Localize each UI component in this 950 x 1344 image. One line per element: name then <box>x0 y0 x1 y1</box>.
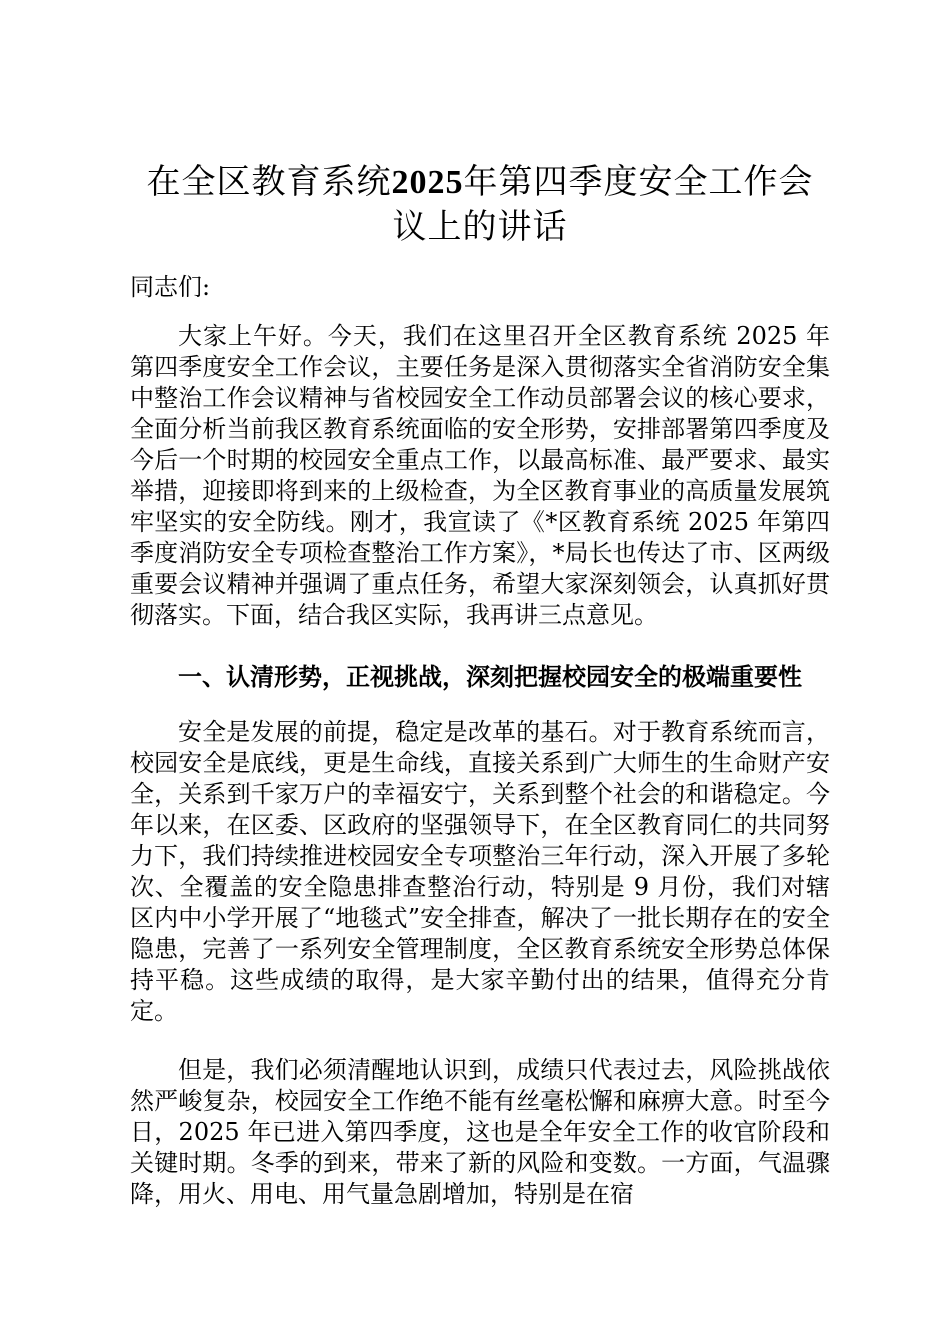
paragraph-section1-b: 但是，我们必须清醒地认识到，成绩只代表过去，风险挑战依然严峻复杂，校园安全工作绝不能有丝毫松懈和麻痹大意。时至今日，2025 年已进入第四季度，这也是全年安全工作的收官阶段和关键时期。冬季的到来，带来了新的风险和变数。一方面，气温骤降，用火、用电、用气量急剧增加，特别是在宿 <box>130 1056 830 1208</box>
title-part1: 在全区教育系统 <box>146 162 392 202</box>
paragraph-opening: 大家上午好。今天，我们在这里召开全区教育系统 2025 年第四季度安全工作会议，主要任务是深入贯彻落实全省消防安全集中整治工作会议精神与省校园安全工作动员部署会议的核心要求，全面分析当前我区教育系统面临的安全形势，安排部署第四季度及今后一个时期的校园安全重点工作，以最高标准、最严要求、最实举措，迎接即将到来的上级检查，为全区教育事业的高质量发展筑牢坚实的安全防线。刚才，我宣读了《*区教育系统 2025 年第四季度消防安全专项检查整治工作方案》，*局长也传达了市、区两级重要会议精神并强调了重点任务，希望大家深刻领会，认真抓好贯彻落实。下面，结合我区实际，我再讲三点意见。 <box>130 322 830 629</box>
title-year: 2025 <box>391 164 464 201</box>
section-heading-1: 一、认清形势，正视挑战，深刻把握校园安全的极端重要性 <box>178 663 802 691</box>
salutation: 同志们: <box>130 273 211 301</box>
paragraph-section1-a: 安全是发展的前提，稳定是改革的基石。对于教育系统而言，校园安全是底线，更是生命线，直接关系到广大师生的生命财产安全，关系到千家万户的幸福安宁，关系到整个社会的和谐稳定。今年以来，在区委、区政府的坚强领导下，在全区教育同仁的共同努力下，我们持续推进校园安全专项整治三年行动，深入开展了多轮次、全覆盖的安全隐患排查整治行动，特别是 9 月份，我们对辖区内中小学开展了“地毯式”安全排查，解决了一批长期存在的安全隐患，完善了一系列安全管理制度，全区教育系统安全形势总体保持平稳。这些成绩的取得，是大家辛勤付出的结果，值得充分肯定。 <box>130 718 830 1025</box>
document-title <box>130 160 830 249</box>
title-part2: 年第四季度安全工作会议上的讲话 <box>392 162 814 247</box>
document-page <box>130 160 830 1210</box>
